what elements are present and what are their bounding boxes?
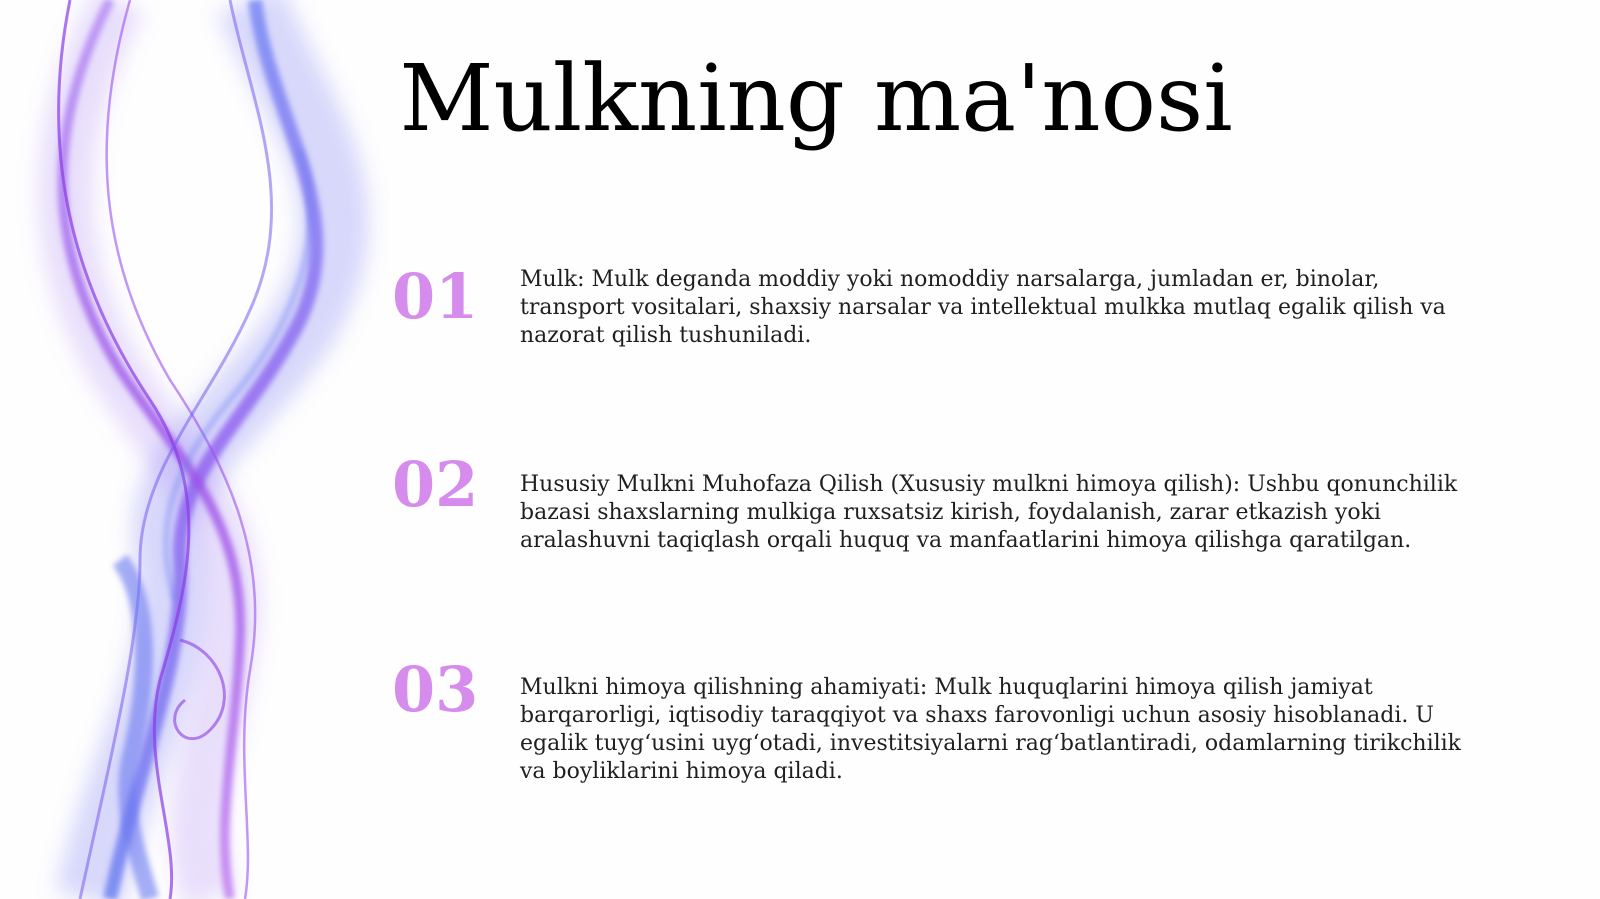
slide-title: Mulkning ma'nosi [399, 45, 1233, 152]
item-number: 02 [392, 448, 479, 521]
item-text: Mulkni himoya qilishning ahamiyati: Mulk huquqlarini himoya qilish jamiyat barqarorligi, iqtisodiy taraqqiyot va shaxs farovonligi uchun asosiy hisoblanadi. U egalik tuyg‘usini uyg‘otadi, investitsiyalarni rag‘batlantiradi, odamlarning tirikchilik va boyliklarini himoya qiladi. [520, 675, 1462, 784]
item-number: 03 [392, 653, 479, 726]
item-text: Hususiy Mulkni Muhofaza Qilish (Xususiy mulkni himoya qilish): Ushbu qonunchilik bazasi shaxslarning mulkiga ruxsatsiz kirish, foydalanish, zarar etkazish yoki aralashuvni taqiqlash orqali huquq va manfaatlarini himoya qilishga qaratilgan. [520, 472, 1458, 553]
item-text: Mulk: Mulk deganda moddiy yoki nomoddiy narsalarga, jumladan er, binolar, transport vositalari, shaxsiy narsalar va intellektual mulkka mutlaq egalik qilish va nazorat qilish tushuniladi. [520, 267, 1446, 348]
item-number: 01 [392, 260, 479, 333]
